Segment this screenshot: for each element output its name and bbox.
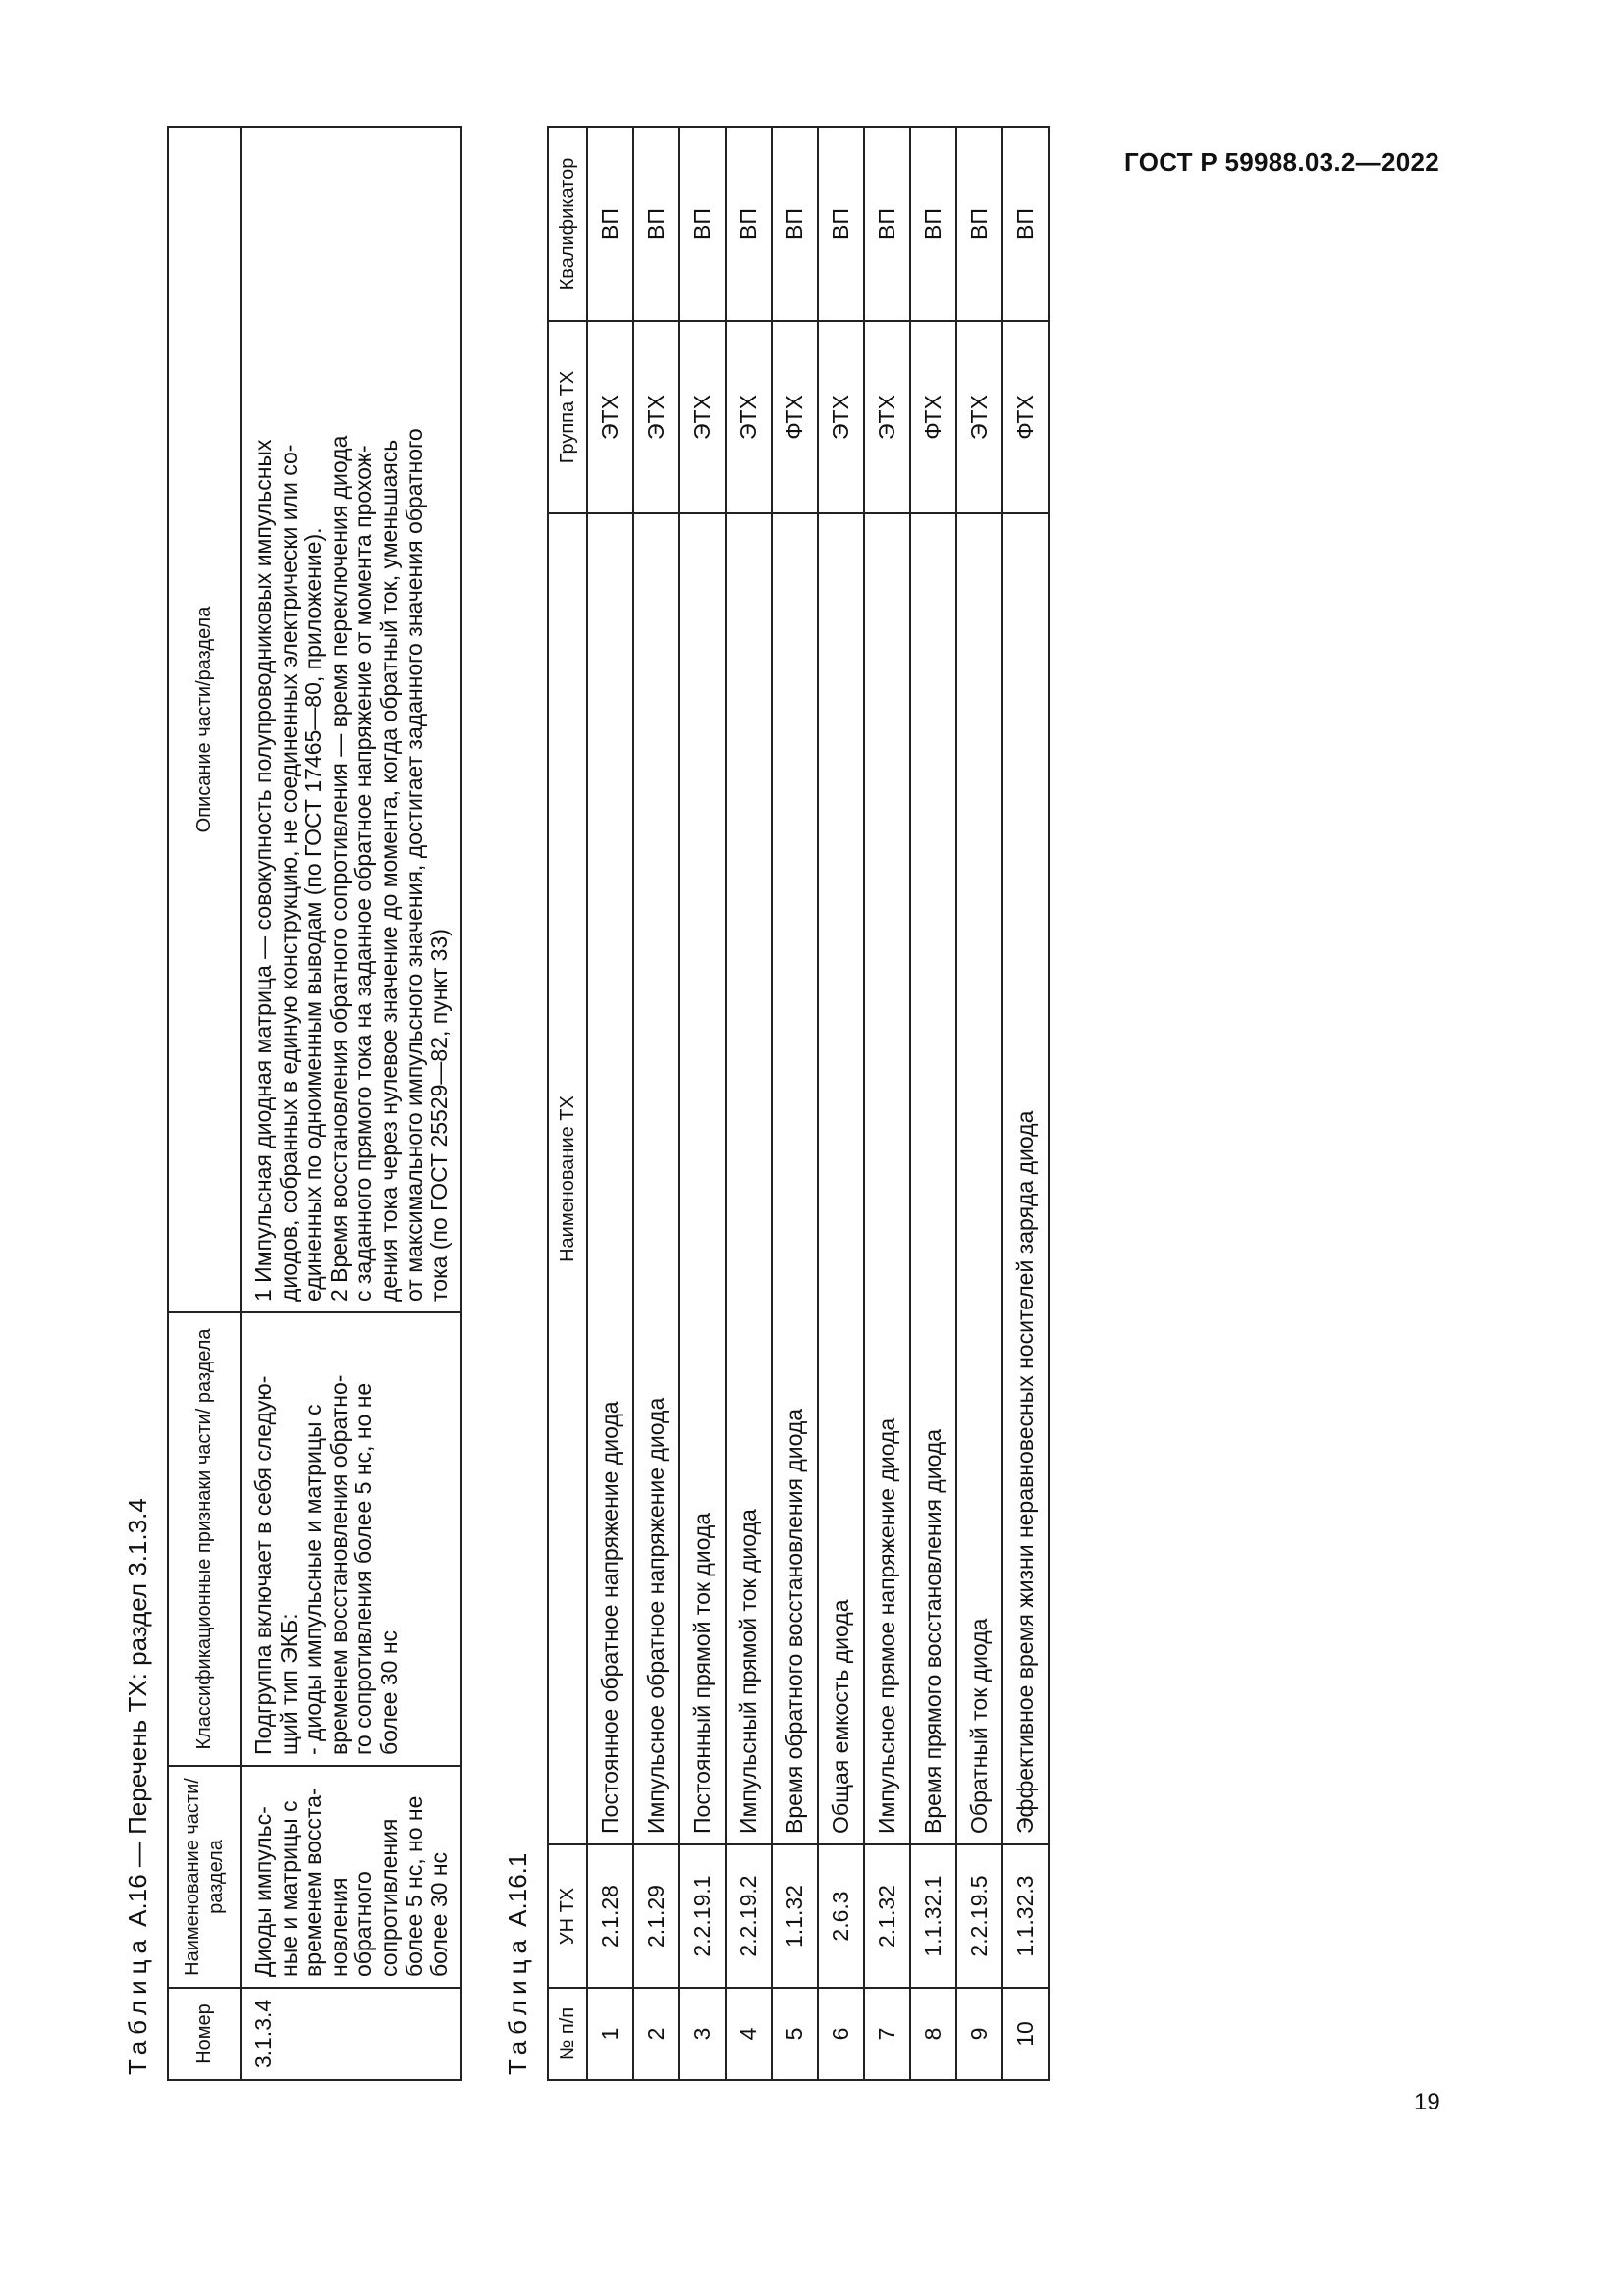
table16-caption	[122, 128, 153, 2075]
text-line: от максимального импульсного значения, достигает заданного значения обратного	[401, 428, 427, 1302]
text-line: более 5 нс, но не	[401, 1795, 427, 1977]
row-qualifier: ВП	[726, 127, 772, 321]
table161-caption-prefix: Таблица	[502, 1934, 532, 2075]
row-group: ЭТХ	[633, 321, 679, 513]
text-line: 1 Импульсная диодная матрица — совокупность полупроводниковых импульсных	[250, 439, 276, 1302]
table161-caption-text: А.16.1	[502, 1852, 532, 1935]
row-qualifier: ВП	[818, 127, 864, 321]
row-qualifier: ВП	[864, 127, 910, 321]
row-name: Общая емкость диода	[818, 513, 864, 1844]
section-name	[241, 1766, 461, 1988]
table161-caption	[502, 128, 533, 2075]
row-index: 2	[633, 1988, 679, 2080]
row-name: Эффективное время жизни неравновесных носителей заряда диода	[1002, 513, 1049, 1844]
text-line: Подгруппа включает в себя следую-	[250, 1375, 276, 1755]
row-index: 6	[818, 1988, 864, 2080]
col-header-description: Описание части/раздела	[168, 127, 241, 1312]
row-code: 2.2.19.5	[956, 1844, 1002, 1988]
col-header-group: Группа ТХ	[548, 321, 587, 513]
table-row	[772, 127, 818, 2080]
text-line: более 30 нс	[426, 1851, 453, 1977]
row-group: ФТХ	[1002, 321, 1049, 513]
text-line: Диоды импульс-	[250, 1806, 276, 1977]
col-header-number: Номер	[168, 1988, 241, 2080]
table-row	[818, 127, 864, 2080]
col-header-qualifier: Квалификатор	[548, 127, 587, 321]
row-qualifier: ВП	[772, 127, 818, 321]
col-header-code: УН ТХ	[548, 1844, 587, 1988]
text-line: дения тока через нулевое значение до момента, когда обратный ток, уменьшаясь	[375, 439, 402, 1302]
page-number: 19	[1414, 2089, 1440, 2115]
text-line: тока (по ГОСТ 25529—82, пункт 33)	[426, 929, 453, 1302]
rotated-content	[108, 128, 1090, 2081]
text-line: 2 Время восстановления обратного сопротивления — время переключения диода	[325, 435, 352, 1302]
row-group: ЭТХ	[726, 321, 772, 513]
row-code: 1.1.32.1	[910, 1844, 956, 1988]
section-description	[241, 127, 461, 1312]
table-row	[726, 127, 772, 2080]
section-classification	[241, 1312, 461, 1766]
text-line: единенных по одноименным выводам (по ГОСТ 17465—80, приложение).	[300, 527, 327, 1302]
table16-caption-prefix: Таблица	[123, 1934, 152, 2075]
row-qualifier: ВП	[587, 127, 633, 321]
row-name: Постоянное обратное напряжение диода	[587, 513, 633, 1844]
table-a16-1	[547, 126, 1050, 2081]
row-group: ЭТХ	[956, 321, 1002, 513]
row-code: 2.1.32	[864, 1844, 910, 1988]
text-line: сопротивления	[375, 1818, 402, 1977]
row-group: ФТХ	[772, 321, 818, 513]
table16-header-row	[168, 127, 241, 2080]
table16-caption-text: А.16 — Перечень ТХ: раздел 3.1.3.4	[123, 1498, 152, 1935]
row-index: 3	[679, 1988, 726, 2080]
row-name: Обратный ток диода	[956, 513, 1002, 1844]
row-code: 1.1.32	[772, 1844, 818, 1988]
text-line: временем восста-	[300, 1788, 327, 1977]
section-number: 3.1.3.4	[241, 1988, 461, 2080]
text-line: диодов, собранных в единую конструкцию, не соединенных электрически или со-	[275, 444, 301, 1302]
row-qualifier: ВП	[679, 127, 726, 321]
row-name: Время обратного восстановления диода	[772, 513, 818, 1844]
col-header-classification: Классификационные признаки части/ раздела	[168, 1312, 241, 1766]
col-header-name: Наименование части/ раздела	[168, 1766, 241, 1988]
row-index: 9	[956, 1988, 1002, 2080]
row-index: 5	[772, 1988, 818, 2080]
row-index: 4	[726, 1988, 772, 2080]
row-group: ФТХ	[910, 321, 956, 513]
table-row	[587, 127, 633, 2080]
table161-header-row	[548, 127, 587, 2080]
table-row	[956, 127, 1002, 2080]
row-name: Импульсное прямое напряжение диода	[864, 513, 910, 1844]
row-qualifier: ВП	[910, 127, 956, 321]
row-qualifier: ВП	[633, 127, 679, 321]
col-header-characteristic: Наименование ТХ	[548, 513, 587, 1844]
row-group: ЭТХ	[587, 321, 633, 513]
text-line: го сопротивления более 5 нс, но не	[351, 1382, 377, 1755]
row-index: 10	[1002, 1988, 1049, 2080]
row-code: 2.2.19.2	[726, 1844, 772, 1988]
table-row	[864, 127, 910, 2080]
col-header-index: № п/п	[548, 1988, 587, 2080]
table-row	[633, 127, 679, 2080]
row-index: 7	[864, 1988, 910, 2080]
row-code: 2.6.3	[818, 1844, 864, 1988]
document-code: ГОСТ Р 59988.03.2—2022	[1124, 147, 1439, 177]
row-index: 8	[910, 1988, 956, 2080]
table-row	[1002, 127, 1049, 2080]
table-row	[910, 127, 956, 2080]
text-line: - диоды импульсные и матрицы с	[300, 1404, 327, 1755]
row-qualifier: ВП	[1002, 127, 1049, 321]
row-name: Постоянный прямой ток диода	[679, 513, 726, 1844]
row-code: 2.1.29	[633, 1844, 679, 1988]
text-line: с заданного прямого тока на заданное обратное напряжение от момента прохож-	[351, 445, 377, 1302]
text-line: щий тип ЭКБ:	[275, 1613, 301, 1755]
row-qualifier: ВП	[956, 127, 1002, 321]
row-group: ЭТХ	[679, 321, 726, 513]
row-name: Время прямого восстановления диода	[910, 513, 956, 1844]
text-line: новления обратного	[325, 1871, 377, 1977]
row-index: 1	[587, 1988, 633, 2080]
table-row	[679, 127, 726, 2080]
row-group: ЭТХ	[818, 321, 864, 513]
table-a16	[167, 126, 462, 2081]
text-line: временем восстановления обратно-	[325, 1374, 352, 1755]
row-code: 1.1.32.3	[1002, 1844, 1049, 1988]
row-code: 2.2.19.1	[679, 1844, 726, 1988]
row-name: Импульсное обратное напряжение диода	[633, 513, 679, 1844]
row-group: ЭТХ	[864, 321, 910, 513]
table16-row	[241, 127, 461, 2080]
text-line: ные и матрицы с	[275, 1800, 301, 1977]
text-line: более 30 нс	[375, 1629, 402, 1755]
row-code: 2.1.28	[587, 1844, 633, 1988]
row-name: Импульсный прямой ток диода	[726, 513, 772, 1844]
